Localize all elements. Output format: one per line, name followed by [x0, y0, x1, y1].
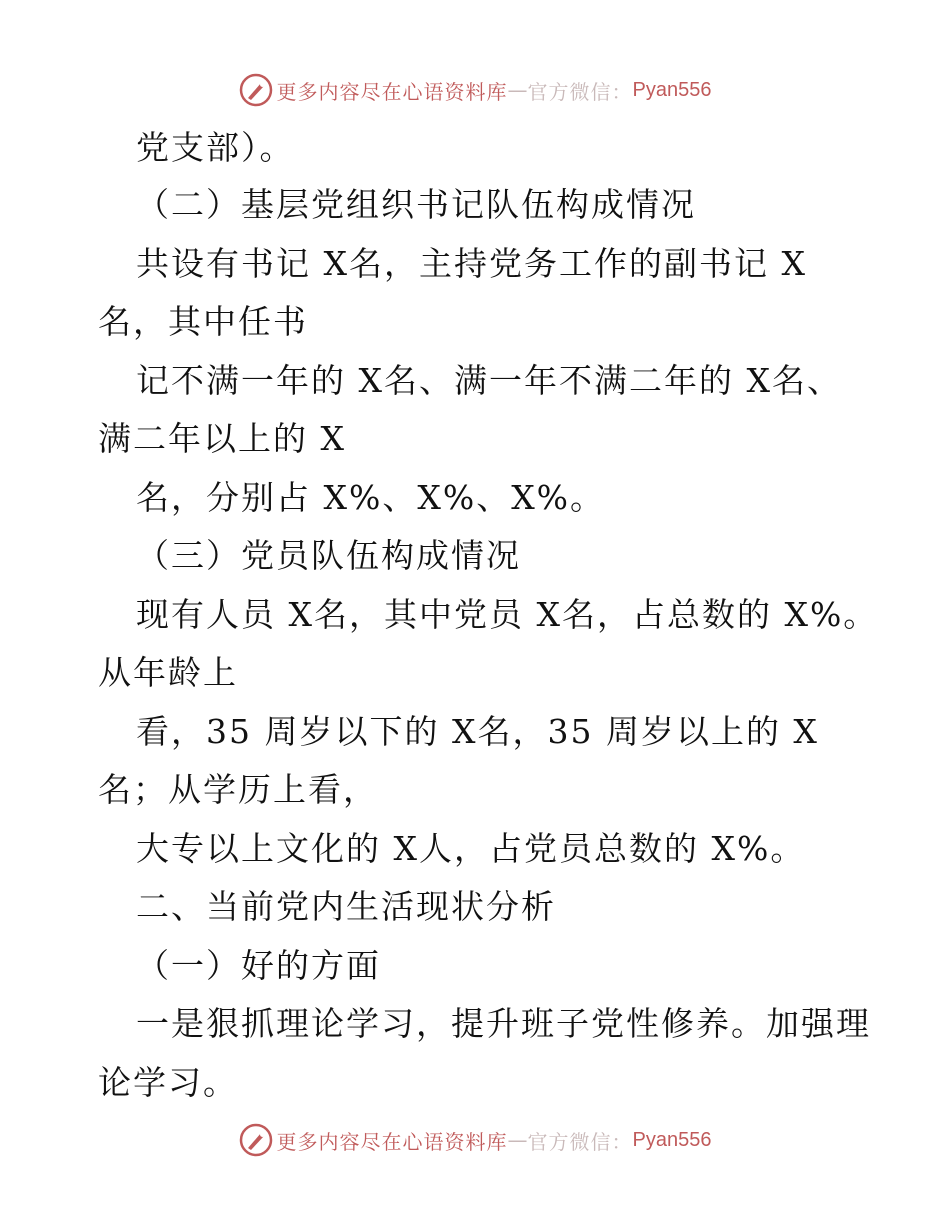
body-line: 满二年以上的 X — [98, 419, 346, 458]
section-heading: （二）基层党组织书记队伍构成情况 — [136, 185, 696, 224]
watermark-wechat-label: 官方微信： — [527, 1129, 633, 1154]
pen-nib-logo-icon — [239, 73, 273, 107]
body-line: 记不满一年的 X名、满一年不满二年的 X名、 — [136, 361, 842, 400]
section-heading: （一）好的方面 — [136, 946, 381, 985]
watermark-wechat-id: Pyan556 — [632, 1128, 712, 1151]
body-line: 从年龄上 — [98, 653, 238, 692]
watermark-separator: — — [507, 78, 528, 102]
watermark-separator: — — [507, 1128, 528, 1152]
watermark-header — [0, 70, 950, 110]
section-heading: 二、当前党内生活现状分析 — [136, 887, 556, 926]
body-line: 共设有书记 X名，主持党务工作的副书记 X — [136, 244, 807, 283]
body-line: 大专以上文化的 X人，占党员总数的 X%。 — [136, 829, 806, 868]
body-line: 论学习。 — [98, 1063, 238, 1102]
body-line: 名，分别占 X%、X%、X%。 — [136, 478, 606, 517]
watermark-footer — [0, 1120, 950, 1160]
body-line: 名；从学历上看， — [98, 770, 378, 809]
body-line: 名，其中任书 — [98, 302, 308, 341]
pen-nib-logo-icon — [239, 1123, 273, 1157]
body-line: 看，35 周岁以下的 X名，35 周岁以上的 X — [136, 712, 819, 751]
body-line: 现有人员 X名，其中党员 X名，占总数的 X%。 — [136, 595, 879, 634]
body-line: 一是狠抓理论学习，提升班子党性修养。加强理 — [136, 1004, 871, 1043]
watermark-wechat-id: Pyan556 — [632, 78, 712, 101]
section-heading: （三）党员队伍构成情况 — [136, 536, 521, 575]
watermark-text: 更多内容尽在心语资料库 — [276, 1129, 508, 1154]
watermark-text: 更多内容尽在心语资料库 — [276, 79, 508, 104]
body-line: 党支部）。 — [136, 128, 295, 167]
watermark-wechat-label: 官方微信： — [527, 79, 633, 104]
